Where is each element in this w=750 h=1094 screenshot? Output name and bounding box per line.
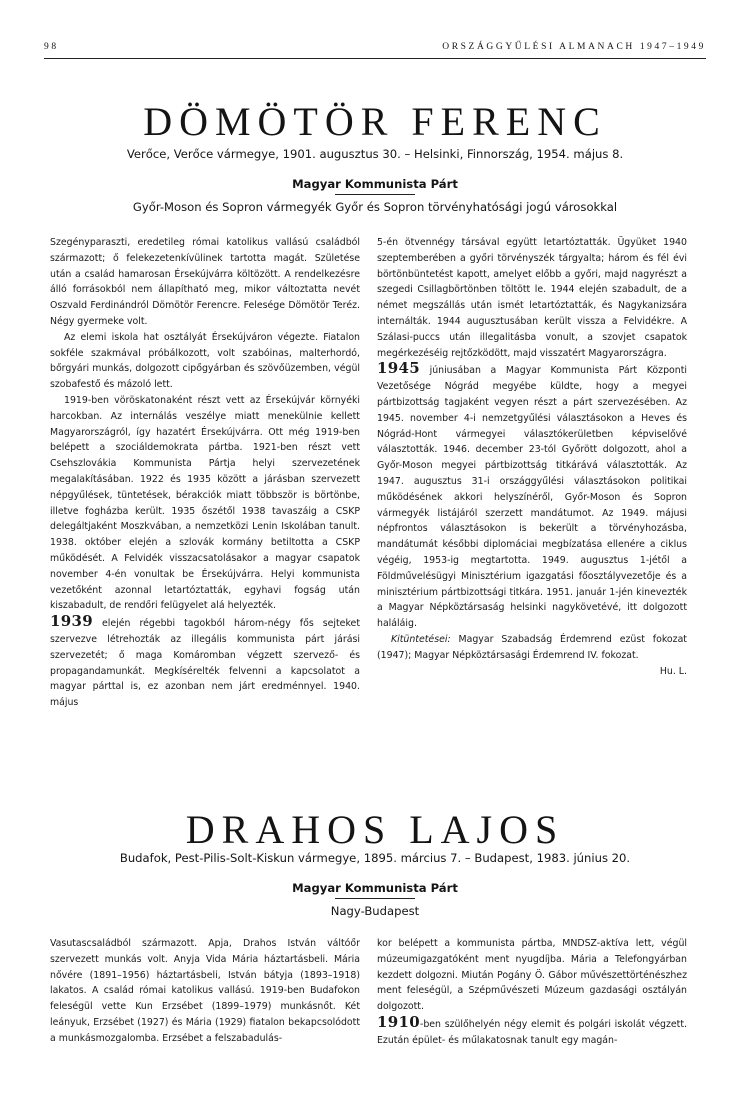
entry-birth-death: Budafok, Pest-Pilis-Solt-Kiskun vármegye, 1895. március 7. – Budapest, 1983. június 20. [119,851,631,865]
paragraph: 1919-ben vöröskatonaként részt vett az Érsekújvár környéki harcokban. Az internálás veszélye miatt menekülnie kellett Magyarországról, így hazatért Érsekújvárra. Ott még 1919-ben belépett a szociáldemokrata pártba. 1921-ben részt vett Csehszlovákia Kommunista Pártja helyi szervezetének megalakításában. 1922 és 1935 között a járásban szervezett népgyűlések, tüntetések, bérakciók miatt többször is börtönbe, illetve fogházba került. 1935 őszétől 1938 tavaszáig a CSKP delegáltjaként Moszkvában, a nemzetközi Lenin Iskolában tanult. 1938. október elején a szlovák kormány betiltotta a CSKP működését. A Felvidék visszacsatolásakor a magyar csapatok november 4-én vonultak be Érsekújvárra. Helyi kommunista vezetőként azonnal letartóztatták, egyhavi fogság után kiszabadult, de rendőri felügyelet alá helyezték. [50,394,360,612]
entry-name: DÖMÖTÖR FERENC [143,99,607,144]
paragraph: kor belépett a kommunista pártba, MNDSZ-aktíva lett, végül múzeumigazgatóként ment nyugdíjba. Mária a Telefongyárban kezdett dolgozni. Miután Pogány Ö. Gábor művészettörténészhez ment feleségül, a Szépművészeti Múzeum gazdasági osztályán dolgozott. [377,938,687,1013]
paragraph [377,632,687,664]
year-initial: 1939 [50,612,93,631]
entry-constituency: Nagy-Budapest [330,904,420,918]
page-number: 98 [44,42,59,52]
paragraph: Szegényparaszti, eredetileg római katolikus vallású családból származott; ő felekezetenkívülinek tartotta magát. Születése után a család hamarosan Érsekújvárra költözött. A rendelkezésre álló forrásokból nem állapítható meg, mikor változtatta nevét Oszvald Ferdinándról Dömötör Ferencre. Felesége Dömötör Teréz. Négy gyermeke volt. [50,237,360,327]
awards-label: Kitüntetései: [391,633,451,645]
header-rule [44,58,706,59]
almanac-title: ORSZÁGGYŰLÉSI ALMANACH 1947–1949 [442,42,706,52]
paragraph [377,1012,687,1049]
paragraph: Vasutascsaládból származott. Apja, Drahos István váltóőr szervezett munkás volt. Anyja Vida Mária háztartásbeli. Mária nővére (1891–1956) háztartásbeli, István bátyja (1893–1918) lakatos. A család római katolikus vallású. 1919-ben Budafokon feleségül vette Kun Erzsébet (1899–1979) munkásnőt. Két leányuk, Erzsébet (1927) és Mária (1929) fiatalon bekapcsolódott a munkásmozgalomba. Erzsébet a felszabadulás- [50,938,360,1044]
entry-party: Magyar Kommunista Párt [292,177,458,191]
paragraph: Az elemi iskola hat osztályát Érsekújváron végezte. Fiatalon sokféle szakmával próbálkozott, volt szabóinas, malterhordó, bőrgyári munkás, dolgozott cipőgyárban és szövőüzemben, végül szobafestő és mázoló lett. [50,331,360,391]
author-signature: Hu. L. [659,665,687,677]
year-initial: 1910 [377,1012,420,1031]
paragraph-text: júniusában a Magyar Kommunista Párt Központi Vezetősége Nógrád megyébe küldte, hogy a megyei pártbizottság tagjaként vegyen részt a párt szervezésében. Az 1945. november 4-i nemzetgyűlési választásokon a Heves és Nógrád-Hont vármegyei választókerületben képviselővé választották. 1946. december 23-tól Győrött dolgozott, ahol a Győr-Moson megyei pártbizottság titkárává választották. Az 1947. augusztus 31-i országgyűlési választásokon politikai működésének akkori helyszínéről, Győr-Moson és Sopron vármegyék listájáról szerzett mandátumot. Az 1949. májusi népfrontos választásokon is bekerült a törvényhozásba, mandátumát későbbi diplomáciai megbízatása ellenére a ciklus végéig, 1953-ig megtartotta. 1949. augusztus 1-jétől a Földművelésügyi Minisztérium igazgatási főosztályvezetője és a minisztérium pártbizottsági titkára. 1951. január 1-jén kinevezték a Magyar Népköztársaság helsinki nagykövetévé, itt dolgozott haláláig. [377,365,687,630]
entry2-right-column [377,936,687,1049]
entry2-left-column [50,936,360,1047]
year-initial: 1945 [377,359,420,378]
entry-birth-death: Verőce, Verőce vármegye, 1901. augusztus 30. – Helsinki, Finnország, 1954. május 8. [126,147,624,161]
paragraph-text: Magyar Szabadság Érdemrend ezüst fokozat (1947); Magyar Népköztársasági Érdemrend IV. fokozat. [377,633,687,661]
entry-name: DRAHOS LAJOS [185,807,565,852]
paragraph-text: elején régebbi tagokból három-négy fős sejteket szervezve létrehozták az illegális kommunista párt járási szervezetét; ő maga Komáromban végzett szervező- és propagandamunkát. Megkísérelték felvenni a kapcsolatot a magyar párttal is, ez azonban nem járt eredménnyel. 1940. május [50,618,360,709]
entry1-left-column [50,235,360,711]
paragraph [377,361,687,632]
party-rule [335,194,415,195]
paragraph [50,614,360,711]
paragraph: 5-én ötvennégy társával együtt letartóztatták. Ügyüket 1940 szeptemberében a győri törvényszék tárgyalta; három és fél évi börtönbüntetést kapott, amelyet előbb a győri, majd nagyrészt a szegedi Csillagbörtönben töltött le. 1944 elején szabadult, de a német megszállás után ismét letartóztatták, és Nagykanizsára internálták. 1944 augusztusában került vissza a Felvidékre. A Szálasi-puccs után illegalitásba vonult, a szovjet csapatok megérkezéséig rejtőzködött, majd visszatért Magyarországra. [377,237,687,359]
entry-constituency: Győr-Moson és Sopron vármegyék Győr és Sopron törvényhatósági jogú városokkal [132,200,618,214]
entry-party: Magyar Kommunista Párt [292,881,458,895]
paragraph-text: -ben szülőhelyén négy elemit és polgári iskolát végzett. Ezután épület- és műlakatosnak tanult egy magán- [377,1018,687,1046]
party-rule [335,898,415,899]
entry1-right-column [377,235,687,679]
running-head [44,42,706,58]
